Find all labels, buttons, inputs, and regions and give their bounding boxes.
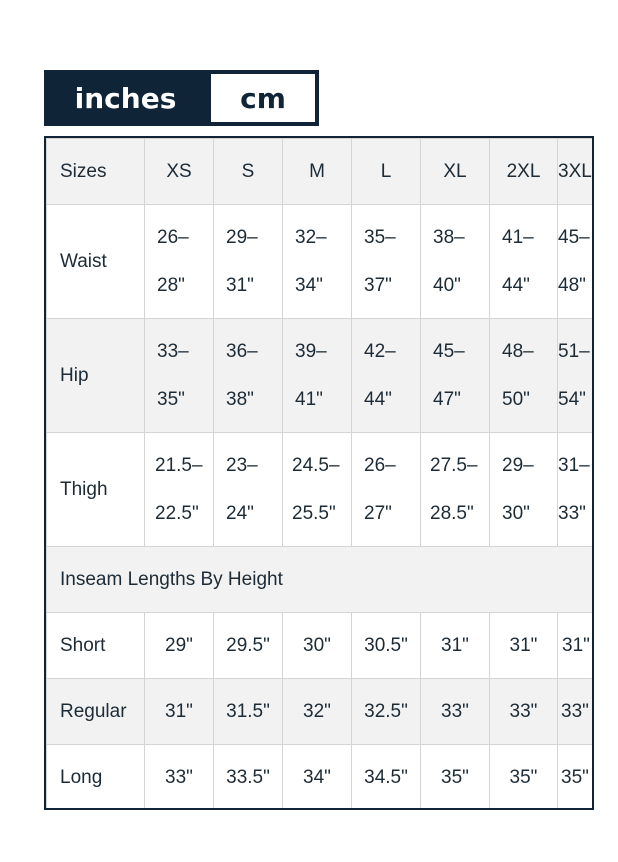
range-cell: 41– 44" (490, 205, 558, 319)
inseam-cell: 33" (558, 679, 595, 745)
range-cell: 26– 27" (352, 433, 421, 547)
inches-toggle-button[interactable]: inches (74, 81, 177, 115)
range-cell: 35– 37" (352, 205, 421, 319)
measurement-row-hip (47, 319, 595, 433)
inseam-row-long (47, 745, 595, 811)
size-header-cell: L (352, 139, 421, 205)
inseam-section-row (47, 547, 595, 613)
unit-toggle (44, 70, 319, 126)
range-cell: 21.5– 22.5" (145, 433, 214, 547)
inseam-row-regular (47, 679, 595, 745)
range-cell: 32– 34" (283, 205, 352, 319)
inseam-cell: 31" (490, 613, 558, 679)
size-header-cell: 3XL (558, 139, 595, 205)
inseam-cell: 31" (145, 679, 214, 745)
range-cell: 45– 47" (421, 319, 490, 433)
range-cell: 45– 48" (558, 205, 595, 319)
inseam-cell: 30.5" (352, 613, 421, 679)
inseam-cell: 29" (145, 613, 214, 679)
inseam-cell: 33" (490, 679, 558, 745)
inseam-cell: 35" (490, 745, 558, 811)
size-header-cell: M (283, 139, 352, 205)
inseam-cell: 34" (283, 745, 352, 811)
range-cell: 38– 40" (421, 205, 490, 319)
range-cell: 27.5– 28.5" (421, 433, 490, 547)
inseam-cell: 35" (421, 745, 490, 811)
range-cell: 29– 31" (214, 205, 283, 319)
row-label: Short (47, 613, 145, 679)
inseam-cell: 34.5" (352, 745, 421, 811)
range-cell: 31– 33" (558, 433, 595, 547)
inseam-cell: 33" (421, 679, 490, 745)
inseam-cell: 31.5" (214, 679, 283, 745)
inseam-cell: 31" (421, 613, 490, 679)
measurement-row-waist (47, 205, 595, 319)
range-cell: 33– 35" (145, 319, 214, 433)
row-label: Regular (47, 679, 145, 745)
range-cell: 51– 54" (558, 319, 595, 433)
row-label: Waist (47, 205, 145, 319)
row-label: Long (47, 745, 145, 811)
range-cell: 36– 38" (214, 319, 283, 433)
cm-toggle-button[interactable]: cm (207, 70, 319, 126)
size-chart-table (46, 138, 594, 810)
size-header-cell: XS (145, 139, 214, 205)
inseam-cell: 31" (558, 613, 595, 679)
row-label: Thigh (47, 433, 145, 547)
inseam-cell: 33" (145, 745, 214, 811)
range-cell: 24.5– 25.5" (283, 433, 352, 547)
inseam-cell: 29.5" (214, 613, 283, 679)
inseam-section-heading: Inseam Lengths By Height (47, 547, 595, 613)
sizes-header-label: Sizes (47, 139, 145, 205)
range-cell: 42– 44" (352, 319, 421, 433)
measurement-row-thigh (47, 433, 595, 547)
range-cell: 26– 28" (145, 205, 214, 319)
inseam-cell: 35" (558, 745, 595, 811)
inseam-cell: 30" (283, 613, 352, 679)
range-cell: 48– 50" (490, 319, 558, 433)
range-cell: 29– 30" (490, 433, 558, 547)
range-cell: 23– 24" (214, 433, 283, 547)
size-header-row (47, 139, 595, 205)
range-cell: 39– 41" (283, 319, 352, 433)
inseam-cell: 32" (283, 679, 352, 745)
inseam-cell: 33.5" (214, 745, 283, 811)
size-header-cell: XL (421, 139, 490, 205)
inseam-row-short (47, 613, 595, 679)
inseam-cell: 32.5" (352, 679, 421, 745)
row-label: Hip (47, 319, 145, 433)
size-chart-table-container (44, 136, 594, 810)
size-header-cell: S (214, 139, 283, 205)
size-header-cell: 2XL (490, 139, 558, 205)
